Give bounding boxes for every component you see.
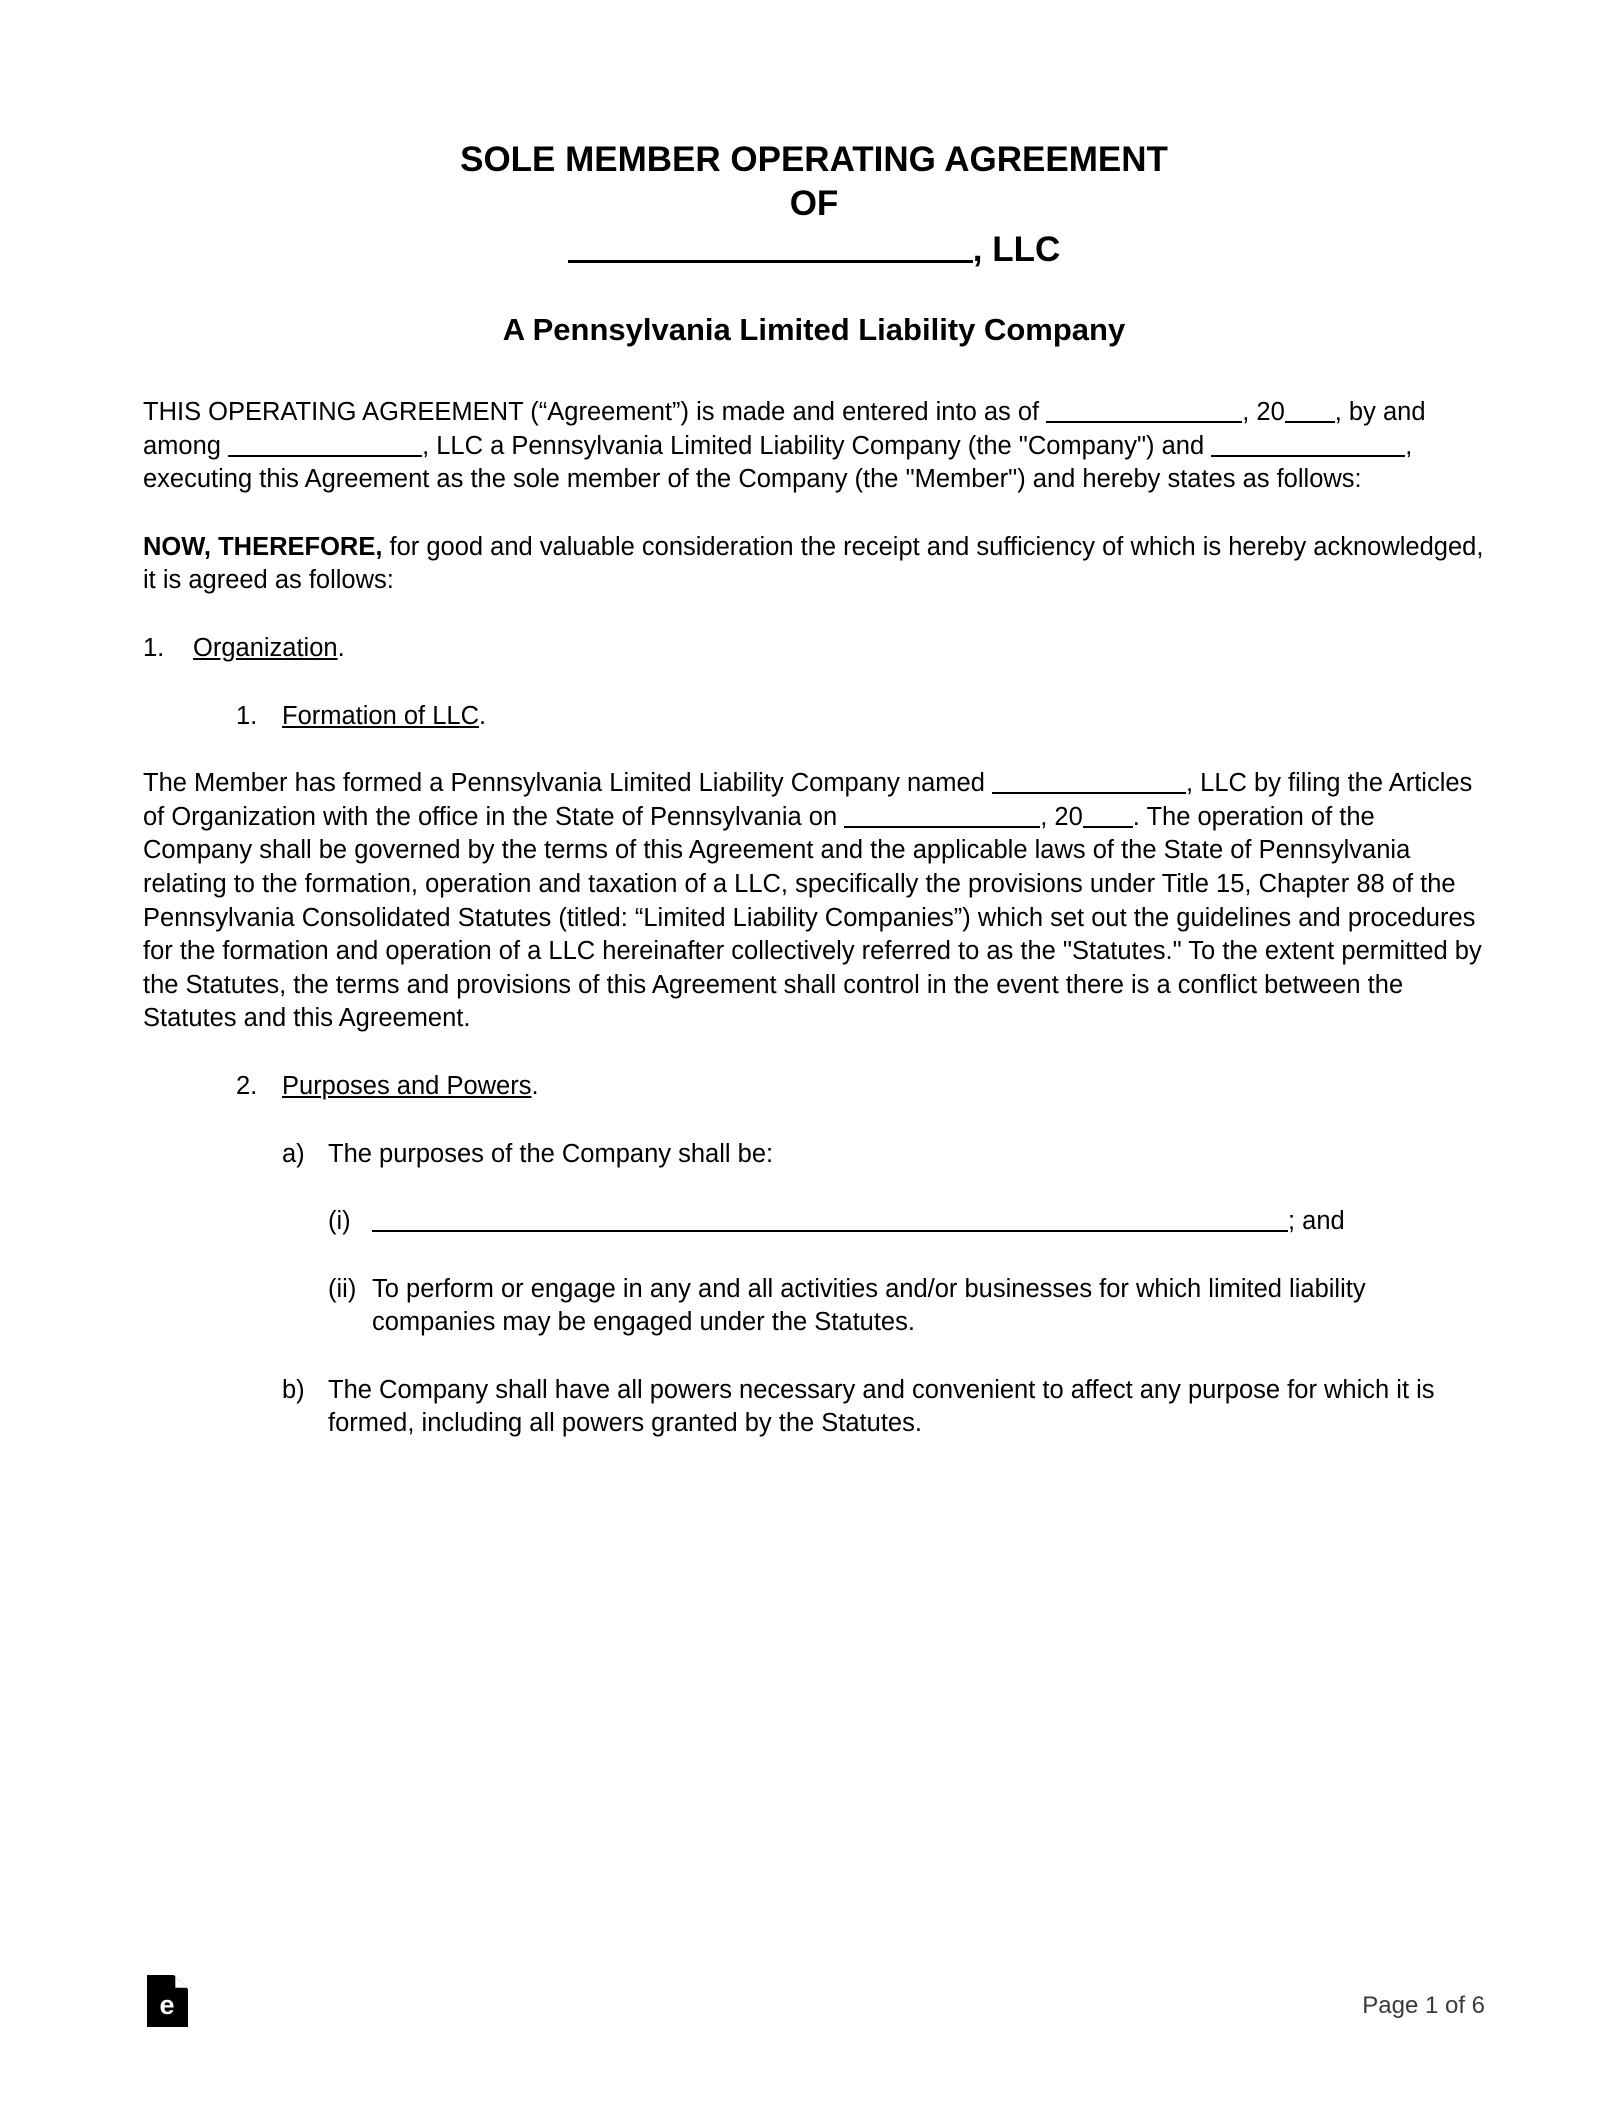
formation-year-blank[interactable] (1083, 826, 1133, 828)
member-name-blank[interactable] (1211, 455, 1405, 457)
intro-segment-4: , LLC a Pennsylvania Limited Liability Company (the "Company") and (422, 431, 1212, 460)
svg-text:e: e (159, 1990, 175, 2020)
spacer (143, 1104, 1485, 1138)
purposes-item-ii-marker: (ii) (328, 1274, 357, 1303)
purposes-item-b (282, 1374, 1485, 1441)
section-organization-number: 1. (143, 633, 165, 662)
spacer (143, 666, 1485, 700)
intro-segment-1: THIS OPERATING AGREEMENT (“Agreement”) is made and entered into as of (143, 398, 1047, 426)
intro-segment-2: , 20 (1242, 398, 1285, 426)
purposes-item-a (282, 1138, 1485, 1172)
title-line-of: OF (789, 184, 839, 223)
now-therefore-paragraph (143, 531, 1485, 598)
purposes-item-ii (328, 1273, 1485, 1340)
llc-name-blank[interactable] (228, 455, 422, 457)
spacer (143, 733, 1485, 767)
subsection-purposes-number: 2. (236, 1071, 258, 1100)
purposes-item-a-marker: a) (282, 1139, 305, 1168)
document-body (143, 396, 1485, 1441)
document-title-block (143, 0, 1485, 272)
purposes-item-a-text: The purposes of the Company shall be: (328, 1139, 774, 1168)
formation-company-name-blank[interactable] (992, 792, 1186, 794)
title-line-company (143, 228, 1485, 272)
spacer (143, 350, 1485, 396)
formation-text-1: The Member has formed a Pennsylvania Limited Liability Company named (143, 769, 992, 798)
purposes-item-i-suffix: ; and (1288, 1207, 1345, 1236)
spacer (143, 1340, 1485, 1374)
section-organization (143, 632, 1485, 666)
year-blank[interactable] (1285, 421, 1335, 423)
purposes-item-b-text: The Company shall have all powers necessary and convenient to affect any purpose for which it is formed, including all powers granted by the Statutes. (328, 1375, 1435, 1438)
subsection-purposes-and-powers (236, 1070, 1485, 1104)
page-footer (143, 1975, 1485, 2041)
title-line-main: SOLE MEMBER OPERATING AGREEMENT (460, 140, 1168, 179)
spacer (143, 1171, 1485, 1205)
formation-text-3: , 20 (1040, 802, 1083, 831)
formation-text-2: , LLC by filing the Articles of Organization with the office in the State of Pennsylvania on (143, 769, 1473, 831)
now-therefore-lead: NOW, THEREFORE, (143, 532, 383, 561)
intro-segment-3: , by and among (143, 398, 1426, 460)
section-organization-heading: Organization (193, 633, 338, 662)
title-llc-suffix: , LLC (972, 230, 1061, 269)
spacer (143, 497, 1485, 531)
subsection-formation-number: 1. (236, 701, 258, 730)
purposes-item-b-marker: b) (282, 1375, 305, 1404)
purposes-item-i-marker: (i) (328, 1207, 351, 1236)
eforms-logo-icon (147, 1975, 188, 2027)
purposes-item-i (328, 1205, 1485, 1239)
company-name-blank[interactable] (568, 260, 973, 263)
subsection-purposes-heading: Purposes and Powers (282, 1071, 532, 1100)
spacer (143, 598, 1485, 632)
now-therefore-rest: for good and valuable consideration the receipt and sufficiency of which is hereby acknowledged, it is agreed as follows: (143, 532, 1484, 595)
page-number: Page 1 of 6 (1362, 1992, 1485, 2019)
purpose-description-blank[interactable] (372, 1230, 1288, 1232)
intro-paragraph (143, 396, 1485, 497)
intro-segment-5: , executing this Agreement as the sole member of the Company (the "Member") and hereby states as follows: (143, 431, 1413, 494)
spacer (143, 1239, 1485, 1273)
subsection-formation-heading: Formation of LLC (282, 701, 480, 730)
formation-date-blank[interactable] (844, 826, 1040, 828)
formation-body-paragraph (143, 767, 1485, 1036)
purposes-item-ii-text: To perform or engage in any and all activities and/or businesses for which limited liability companies may be engaged under the Statutes. (372, 1274, 1366, 1337)
date-blank[interactable] (1046, 421, 1242, 423)
section-organization-period: . (337, 633, 345, 662)
formation-text-4: . The operation of the Company shall be governed by the terms of this Agreement and the applicable laws of the State of Pennsylvania relating to the formation, operation and taxation of a LLC, specifically the provisions under Title 15, Chapter 88 of the Pennsylvania Consolidated Statutes (titled: “Limited Liability Companies”) which set out the guidelines and procedures for the formation and operation of a LLC hereinafter collectively referred to as the "Statutes." To the extent permitted by the Statutes, the terms and provisions of this Agreement shall control in the event there is a conflict between the Statutes and this Agreement. (143, 802, 1482, 1033)
subsection-formation-period: . (479, 701, 487, 730)
subsection-formation-of-llc (236, 700, 1485, 734)
subsection-purposes-period: . (531, 1071, 539, 1100)
document-content (143, 0, 1485, 1441)
document-subtitle: A Pennsylvania Limited Liability Company (502, 312, 1126, 347)
spacer (143, 1036, 1485, 1070)
